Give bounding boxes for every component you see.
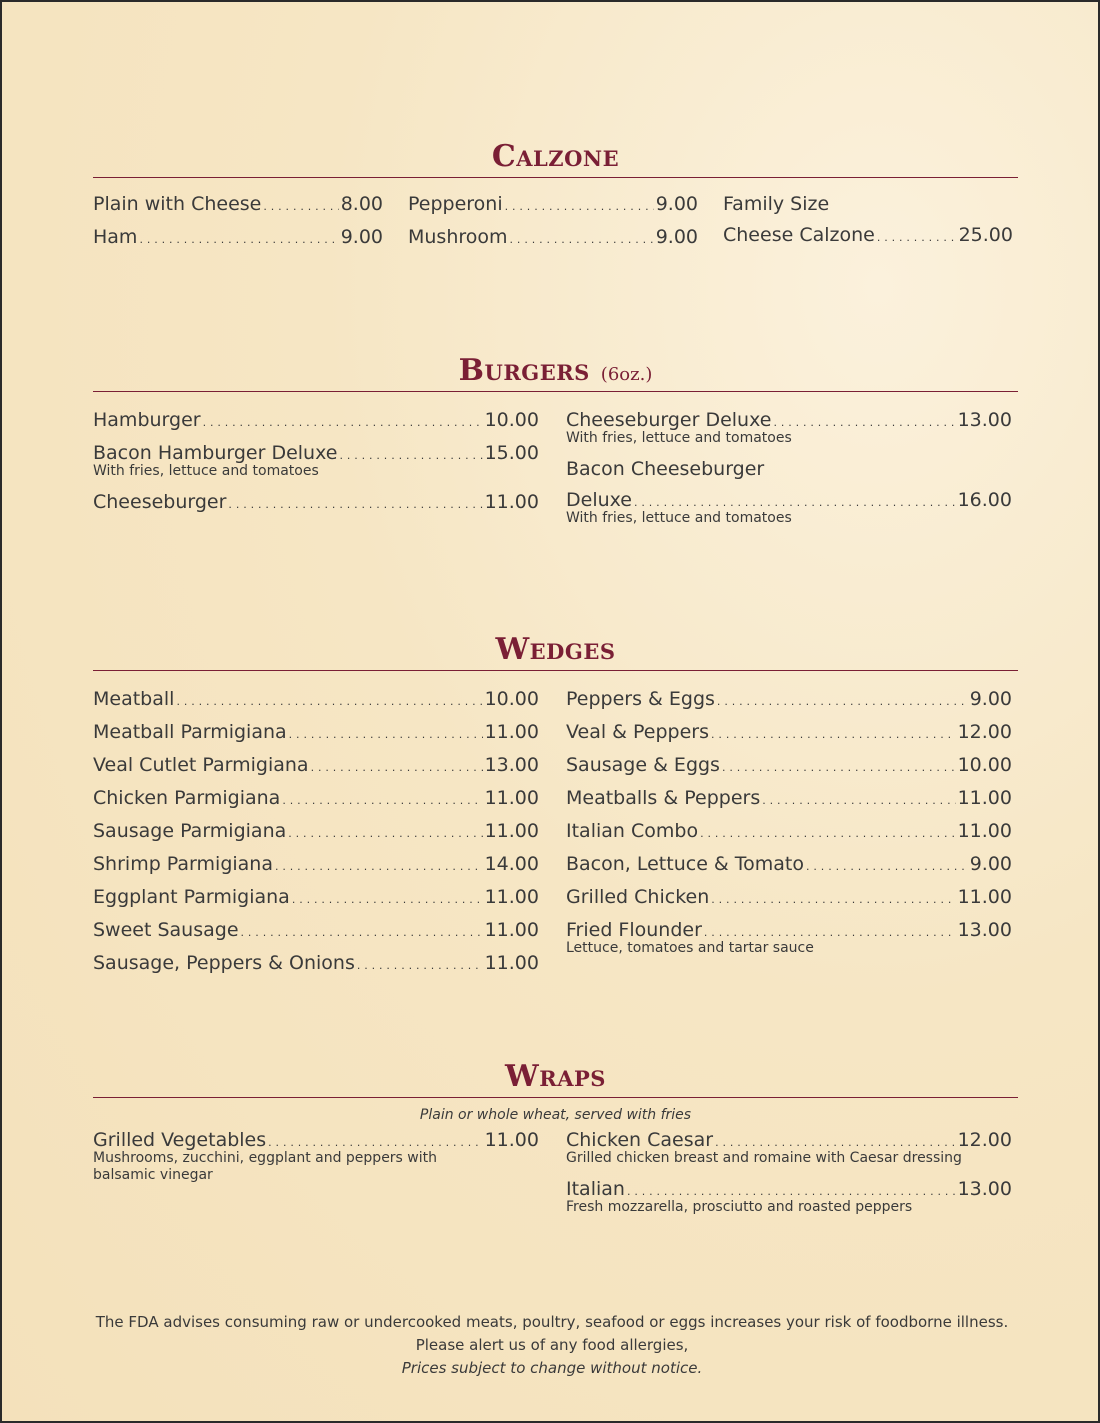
wedges-title: Wedges <box>495 632 616 667</box>
burgers-section <box>93 351 1018 534</box>
wedges-divider <box>93 670 1018 671</box>
menu-item-line: Family Size <box>723 193 830 215</box>
menu-item: Plain with Cheese . . . 8.00 <box>93 189 383 222</box>
wedges-section <box>93 630 1018 981</box>
calzone-column-2 <box>408 189 698 255</box>
menu-item: Sausage, Peppers & Onions . . . 11.00 <box>93 948 539 981</box>
wraps-divider <box>93 1097 1018 1098</box>
menu-item: Grilled Chicken . . . 11.00 <box>566 882 1012 915</box>
wedges-right-column <box>566 684 1012 981</box>
menu-item: Chicken Caesar . . . 12.00 <box>566 1125 1012 1158</box>
menu-item: Veal Cutlet Parmigiana . . . 13.00 <box>93 750 539 783</box>
menu-item: Sausage Parmigiana . . . 11.00 <box>93 816 539 849</box>
wraps-section <box>93 1057 1018 1223</box>
menu-item: Bacon Hamburger Deluxe . . . 15.00 <box>93 438 539 471</box>
fda-advisory: The FDA advises consuming raw or undercooked meats, poultry, seafood or eggs increases your risk of foodborne illness. <box>95 1313 1009 1331</box>
calzone-section <box>93 137 1018 255</box>
footer-disclaimer <box>2 1311 1100 1380</box>
menu-item: Sausage & Eggs . . . 10.00 <box>566 750 1012 783</box>
menu-item-description: Mushrooms, zucchini, eggplant and peppers with balsamic vinegar <box>93 1150 438 1183</box>
menu-item-description: With fries, lettuce and tomatoes <box>566 430 792 446</box>
menu-item-line: Bacon Cheeseburger <box>566 458 765 480</box>
menu-item: Italian Combo . . . 11.00 <box>566 816 1012 849</box>
menu-item-description: Lettuce, tomatoes and tartar sauce <box>566 940 814 956</box>
menu-item: Peppers & Eggs . . . 9.00 <box>566 684 1012 717</box>
burgers-title <box>93 351 1018 391</box>
wraps-note: Plain or whole wheat, served with fries <box>419 1107 692 1123</box>
menu-item: Cheeseburger Deluxe . . . 13.00 <box>566 405 1012 438</box>
menu-item: Meatball . . . 10.00 <box>93 684 539 717</box>
menu-item-description: With fries, lettuce and tomatoes <box>566 510 792 526</box>
wraps-title: Wraps <box>505 1059 606 1094</box>
menu-item-description: With fries, lettuce and tomatoes <box>93 463 319 479</box>
calzone-title: Calzone <box>491 139 620 174</box>
menu-item: Cheese Calzone . . . 25.00 <box>723 220 1013 253</box>
menu-item: Mushroom . . . 9.00 <box>408 222 698 255</box>
menu-item: Veal & Peppers . . . 12.00 <box>566 717 1012 750</box>
menu-item-description: Fresh mozzarella, prosciutto and roasted peppers <box>566 1199 913 1215</box>
menu-item: Pepperoni . . . 9.00 <box>408 189 698 222</box>
burgers-divider <box>93 391 1018 392</box>
menu-item: Sweet Sausage . . . 11.00 <box>93 915 539 948</box>
menu-item: Cheeseburger . . . 11.00 <box>93 487 539 520</box>
menu-item: Bacon, Lettuce & Tomato . . . 9.00 <box>566 849 1012 882</box>
wraps-right-column <box>566 1125 1012 1223</box>
menu-item: Ham . . . 9.00 <box>93 222 383 255</box>
menu-item: Italian . . . 13.00 <box>566 1174 1012 1207</box>
menu-item: Deluxe . . . 16.00 <box>566 485 1012 518</box>
menu-item: Hamburger . . . 10.00 <box>93 405 539 438</box>
allergy-notice: Please alert us of any food allergies, <box>415 1336 689 1354</box>
menu-item: Fried Flounder . . . 13.00 <box>566 915 1012 948</box>
burgers-left-column <box>93 405 539 534</box>
burgers-title-text: Burgers <box>458 353 590 388</box>
menu-item: Eggplant Parmigiana . . . 11.00 <box>93 882 539 915</box>
menu-item: Shrimp Parmigiana . . . 14.00 <box>93 849 539 882</box>
price-notice: Prices subject to change without notice. <box>401 1359 703 1377</box>
menu-item: Meatballs & Peppers . . . 11.00 <box>566 783 1012 816</box>
wedges-left-column <box>93 684 539 981</box>
calzone-column-1 <box>93 189 383 255</box>
burgers-right-column <box>566 405 1012 534</box>
calzone-column-3 <box>723 189 1013 255</box>
menu-item: Meatball Parmigiana . . . 11.00 <box>93 717 539 750</box>
menu-item: Chicken Parmigiana . . . 11.00 <box>93 783 539 816</box>
menu-item: Grilled Vegetables . . . 11.00 <box>93 1125 539 1158</box>
menu-item-description: Grilled chicken breast and romaine with Caesar dressing <box>566 1150 962 1166</box>
burgers-subtitle: (6oz.) <box>600 364 653 385</box>
wraps-left-column <box>93 1125 539 1223</box>
calzone-divider <box>93 177 1018 178</box>
